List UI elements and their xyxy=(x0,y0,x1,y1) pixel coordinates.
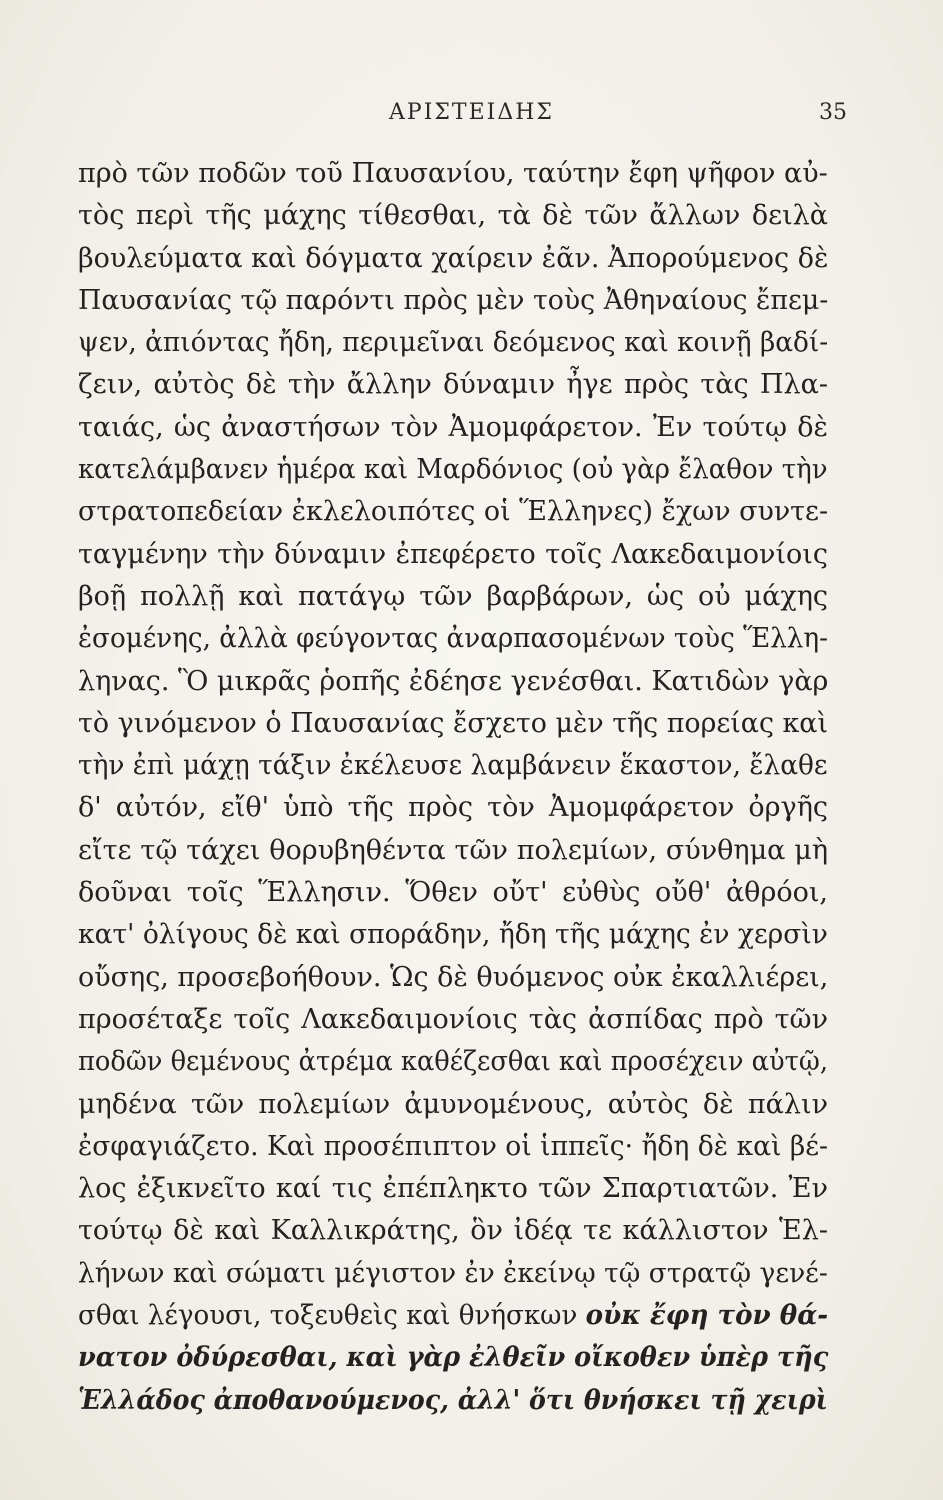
text-line: εἴτε τῷ τάχει θορυβηθέντα τῶν πολεμίων, σύνθημα μὴ xyxy=(78,834,828,866)
text-line: ληνας. Ὃ μικρᾶς ῥοπῆς ἐδέησε γενέσθαι. Κατιδὼν γὰρ xyxy=(78,665,829,697)
body-text xyxy=(78,153,828,1422)
text-line: ποδῶν θεμένους ἀτρέμα καθέζεσθαι καὶ προσέχειν αὐτῷ, xyxy=(78,1046,829,1078)
running-title: ΑΡΙΣΤΕΙΔΗΣ xyxy=(389,100,554,125)
text-line: τὸς περὶ τῆς μάχης τίθεσθαι, τὰ δὲ τῶν ἄλλων δειλὰ xyxy=(78,200,828,232)
text-line: δοῦναι τοῖς Ἕλλησιν. Ὅθεν οὔτ' εὐθὺς οὔθ' ἀθρόοι, xyxy=(78,877,828,909)
text-line: μηδένα τῶν πολεμίων ἀμυνομένους, αὐτὸς δὲ πάλιν xyxy=(78,1088,828,1120)
text-line: κατελάμβανεν ἡμέρα καὶ Μαρδόνιος (οὐ γὰρ ἔλαθον τὴν xyxy=(78,454,828,486)
text-line: τὴν ἐπὶ μάχῃ τάξιν ἐκέλευσε λαμβάνειν ἕκαστον, ἔλαθε xyxy=(78,750,828,782)
text-line: ταιάς, ὡς ἀναστήσων τὸν Ἀμομφάρετον. Ἐν τούτῳ δὲ xyxy=(78,411,828,443)
text-line: ἐσομένης, ἀλλὰ φεύγοντας ἀναρπασομένων τοὺς Ἕλλη- xyxy=(78,623,828,655)
text-line: δ' αὐτόν, εἴθ' ὑπὸ τῆς πρὸς τὸν Ἀμομφάρετον ὀργῆς xyxy=(78,792,828,824)
running-head xyxy=(0,100,943,130)
text-line: οὔσης, προσεβοήθουν. Ὡς δὲ θυόμενος οὐκ ἐκαλλιέρει, xyxy=(78,961,829,993)
text-line-emphasis: Ἑλλάδος ἀποθανούμενος, ἀλλ' ὅτι θνήσκει τῇ χειρὶ xyxy=(78,1384,828,1416)
text-line: ἐσφαγιάζετο. Καὶ προσέπιπτον οἱ ἱππεῖς· ἤδη δὲ καὶ βέ- xyxy=(78,1130,829,1162)
text-plain-part: σθαι λέγουσι, τοξευθεὶς καὶ θνήσκων xyxy=(78,1300,586,1332)
text-line-mixed xyxy=(78,1295,829,1337)
text-line: στρατοπεδείαν ἐκλελοιπότες οἱ Ἕλληνες) ἔχων συντε- xyxy=(78,496,829,528)
text-line: Παυσανίας τῷ παρόντι πρὸς μὲν τοὺς Ἀθηναίους ἔπεμ- xyxy=(78,284,829,316)
text-line: τούτῳ δὲ καὶ Καλλικράτης, ὃν ἰδέᾳ τε κάλλιστον Ἑλ- xyxy=(78,1215,828,1247)
text-line: ψεν, ἀπιόντας ἤδη, περιμεῖναι δεόμενος καὶ κοινῇ βαδί- xyxy=(78,327,829,359)
text-line: ταγμένην τὴν δύναμιν ἐπεφέρετο τοῖς Λακεδαιμονίοις xyxy=(78,538,828,570)
text-line-emphasis: νατον ὀδύρεσθαι, καὶ γὰρ ἐλθεῖν οἴκοθεν ὑπὲρ τῆς xyxy=(78,1342,829,1374)
text-line: τὸ γινόμενον ὁ Παυσανίας ἔσχετο μὲν τῆς πορείας καὶ xyxy=(78,707,828,739)
text-line: βοῇ πολλῇ καὶ πατάγῳ τῶν βαρβάρων, ὡς οὐ μάχης xyxy=(78,580,828,612)
page-number: 35 xyxy=(819,100,847,125)
text-line: προσέταξε τοῖς Λακεδαιμονίοις τὰς ἀσπίδας πρὸ τῶν xyxy=(78,1003,828,1035)
text-line: κατ' ὀλίγους δὲ καὶ σποράδην, ἤδη τῆς μάχης ἐν χερσὶν xyxy=(78,919,828,951)
text-line: λος ἐξικνεῖτο καί τις ἐπέπληκτο τῶν Σπαρτιατῶν. Ἐν xyxy=(78,1173,828,1205)
text-emphasis-part: οὐκ ἔφη τὸν θά- xyxy=(585,1300,829,1332)
text-line: πρὸ τῶν ποδῶν τοῦ Παυσανίου, ταύτην ἔφη ψῆφον αὐ- xyxy=(78,158,828,189)
text-line: βουλεύματα καὶ δόγματα χαίρειν ἐᾶν. Ἀπορούμενος δὲ xyxy=(78,242,829,274)
text-line: ζειν, αὐτὸς δὲ τὴν ἄλλην δύναμιν ἦγε πρὸς τὰς Πλα- xyxy=(78,369,828,401)
text-line: λήνων καὶ σώματι μέγιστον ἐν ἐκείνῳ τῷ στρατῷ γενέ- xyxy=(78,1257,828,1289)
